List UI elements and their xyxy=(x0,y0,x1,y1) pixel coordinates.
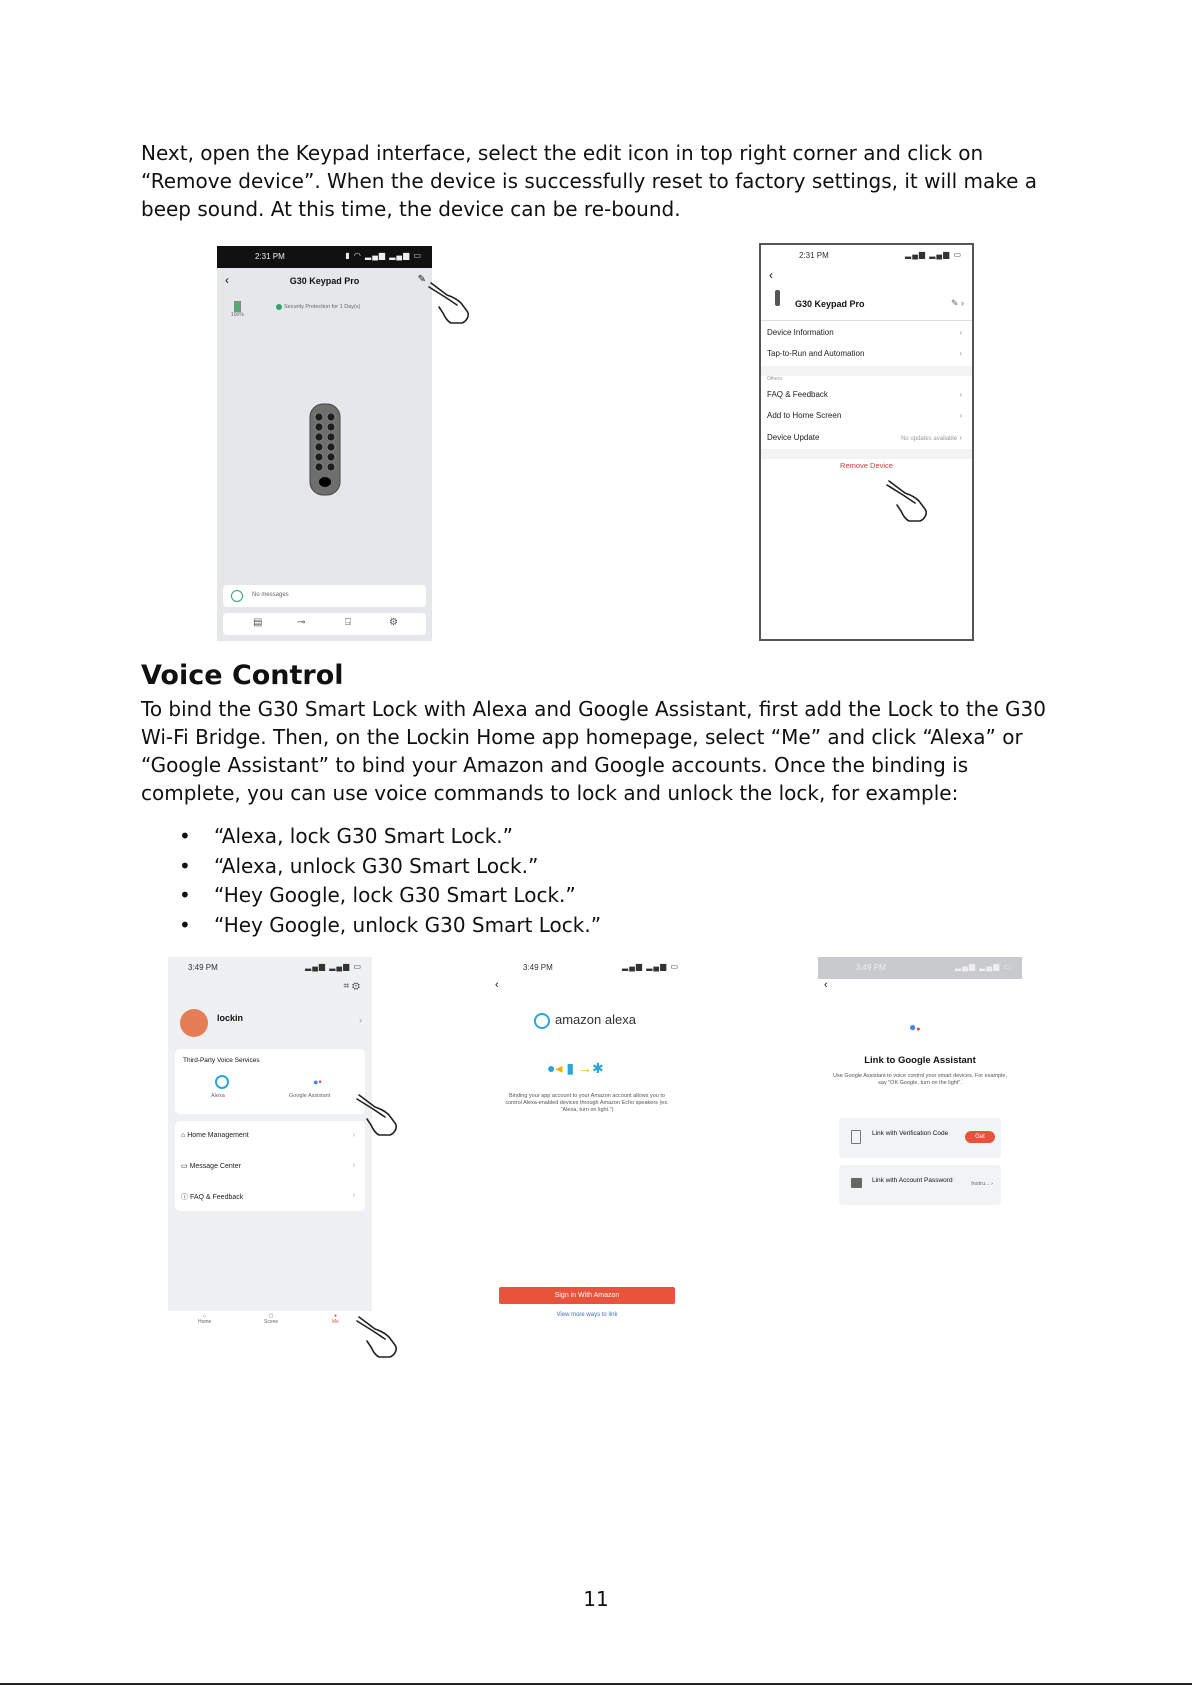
signal-icons: ▂▄▆ ▂▄▆ ▭ xyxy=(955,962,1012,971)
key-icon[interactable]: ⊸ xyxy=(297,617,306,628)
menu-item-device-information[interactable]: Device Information › xyxy=(767,328,962,337)
section-heading: Voice Control xyxy=(141,660,344,691)
messages-text: No messages xyxy=(252,592,289,598)
status-time: 2:31 PM xyxy=(799,251,829,260)
phone-icon xyxy=(851,1130,861,1144)
google-assistant-label[interactable]: Google Assistant xyxy=(289,1093,331,1099)
instructions-hint[interactable]: Instru... › xyxy=(971,1181,993,1187)
status-time: 3:49 PM xyxy=(523,963,553,972)
divider xyxy=(761,320,972,321)
signal-icons: ▂▄▆ ▂▄▆ ▭ xyxy=(305,962,362,971)
section-gap xyxy=(761,366,972,376)
google-assistant-icon[interactable]: ●• xyxy=(313,1077,322,1087)
edit-icon[interactable]: ✎ xyxy=(417,274,426,285)
exit-icon[interactable]: ⍈ xyxy=(345,617,351,628)
status-bar xyxy=(217,246,432,268)
status-bar xyxy=(485,957,689,979)
voice-command-list xyxy=(141,822,941,940)
status-bar xyxy=(818,957,1022,979)
menu-item-device-update[interactable]: Device Update No updates available › xyxy=(767,433,962,442)
alexa-description: Binding your app account to your Amazon account allows you to control Alexa-enabled devices through Amazon Echo speakers (ex. "Alexa, turn on light.") xyxy=(505,1093,669,1113)
avatar[interactable] xyxy=(180,1009,208,1037)
menu-item-faq[interactable]: FAQ & Feedback › xyxy=(767,390,962,399)
bottom-action-bar xyxy=(223,613,426,635)
screen-title: G30 Keypad Pro xyxy=(289,276,360,286)
edit-name-icon[interactable]: ✎ › xyxy=(950,298,964,308)
messages-card[interactable] xyxy=(223,585,426,607)
scan-settings-icons[interactable]: ⌗ ⚙ xyxy=(343,981,360,992)
back-icon[interactable]: ‹ xyxy=(225,273,229,287)
account-icon xyxy=(851,1178,862,1188)
menu-item-tap-to-run[interactable]: Tap-to-Run and Automation › xyxy=(767,349,962,358)
security-status: Security Protection for 1 Day(s) xyxy=(284,304,361,310)
sign-in-amazon-button[interactable]: Sign in With Amazon xyxy=(499,1287,675,1304)
voice-paragraph: To bind the G30 Smart Lock with Alexa and Google Assistant, first add the Lock to the G30 Wi-Fi Bridge. Then, on the Lockin Home app homepage, select “Me” and click “Alexa” or “Google Assistant” to bind your Amazon and Google accounts. Once the binding is complete, you can use voice commands to lock and unlock the lock, for example: xyxy=(141,697,1046,805)
tab-home[interactable]: ⌂ Home xyxy=(198,1313,212,1325)
pointing-hand-icon xyxy=(427,281,473,327)
screenshot-amazon-alexa xyxy=(485,957,689,1331)
screenshot-me-page xyxy=(168,957,372,1331)
back-icon[interactable]: ‹ xyxy=(495,979,499,991)
alexa-flow-illustration: ●◂ ▮ →✱ xyxy=(547,1060,604,1076)
list-item: • “Hey Google, unlock G30 Smart Lock.” xyxy=(141,911,941,941)
settings-menu-card xyxy=(175,1121,365,1211)
voice-services-card xyxy=(175,1049,365,1114)
bell-icon xyxy=(231,590,243,602)
status-bar xyxy=(761,245,972,267)
back-icon[interactable]: ‹ xyxy=(824,979,828,991)
tab-me[interactable]: ● Me xyxy=(332,1313,339,1325)
shield-icon xyxy=(276,304,282,310)
pointing-hand-icon xyxy=(355,1093,401,1139)
chevron-right-icon[interactable]: › xyxy=(359,1015,362,1025)
google-assistant-icon: ●● xyxy=(909,1020,921,1034)
option-label: Link with Account Password xyxy=(872,1177,953,1184)
screenshot-device-settings xyxy=(759,243,974,641)
list-item: • “Alexa, lock G30 Smart Lock.” xyxy=(141,822,941,852)
alexa-icon xyxy=(534,1013,550,1029)
page-number: 11 xyxy=(583,1587,609,1611)
battery-icon xyxy=(234,301,241,312)
settings-icon[interactable]: ⚙ xyxy=(389,617,398,628)
signal-icons: ▮ ◠ ▂▄▆ ▂▄▆ ▭ xyxy=(345,251,422,260)
status-time: 2:31 PM xyxy=(255,252,285,261)
option-account-password[interactable] xyxy=(839,1165,1001,1205)
back-icon[interactable]: ‹ xyxy=(769,268,773,282)
screenshot-keypad xyxy=(217,246,432,641)
list-item: • “Hey Google, lock G30 Smart Lock.” xyxy=(141,881,941,911)
section-gap xyxy=(761,449,972,459)
brand-name: amazon alexa xyxy=(555,1012,636,1027)
status-bar xyxy=(168,957,372,979)
pointing-hand-icon xyxy=(885,479,931,525)
screenshot-google-assistant xyxy=(818,957,1022,1331)
option-label: Link with Verification Code xyxy=(872,1130,949,1137)
signal-icons: ▂▄▆ ▂▄▆ ▭ xyxy=(905,250,962,259)
battery-level: 100% xyxy=(231,312,244,318)
device-title: G30 Keypad Pro xyxy=(795,299,865,309)
status-time: 3:49 PM xyxy=(856,963,886,972)
device-thumbnail xyxy=(775,290,780,306)
link-description: Use Google Assistant to voice control your smart devices. For example, say "OK Google, turn on the light". xyxy=(833,1073,1007,1086)
status-time: 3:49 PM xyxy=(188,963,218,972)
get-code-button[interactable]: Get xyxy=(965,1131,995,1143)
menu-item-faq[interactable]: ⓘ FAQ & Feedback › xyxy=(181,1192,355,1201)
signal-icons: ▂▄▆ ▂▄▆ ▭ xyxy=(622,962,679,971)
remove-device-button[interactable]: Remove Device xyxy=(840,461,893,470)
pointing-hand-icon xyxy=(355,1315,401,1361)
log-icon[interactable]: ▤ xyxy=(253,617,263,628)
list-item: • “Alexa, unlock G30 Smart Lock.” xyxy=(141,852,941,882)
intro-paragraph: Next, open the Keypad interface, select the edit icon in top right corner and click on “Remove device”. When the device is successfully reset to factory settings, it will make a beep sound. At this time, the device can be re-bound. xyxy=(141,141,1038,221)
update-status: No updates available xyxy=(901,436,958,442)
alexa-label[interactable]: Alexa xyxy=(211,1093,225,1099)
more-ways-link[interactable]: View more ways to link xyxy=(556,1312,618,1318)
tab-scene[interactable]: ▢ Scene xyxy=(264,1313,279,1325)
others-label: Others xyxy=(767,376,783,382)
menu-item-message-center[interactable]: ▭ Message Center › xyxy=(181,1162,355,1170)
keypad-device-illustration xyxy=(309,403,341,496)
alexa-icon[interactable] xyxy=(215,1075,229,1089)
menu-item-home-management[interactable]: ⌂ Home Management › xyxy=(181,1132,355,1139)
tab-bar xyxy=(168,1311,372,1331)
user-name: lockin xyxy=(217,1013,244,1023)
option-verification-code[interactable] xyxy=(839,1118,1001,1158)
link-title: Link to Google Assistant xyxy=(864,1055,976,1066)
menu-item-add-home-screen[interactable]: Add to Home Screen › xyxy=(767,411,962,420)
card-title: Third-Party Voice Services xyxy=(183,1057,260,1064)
